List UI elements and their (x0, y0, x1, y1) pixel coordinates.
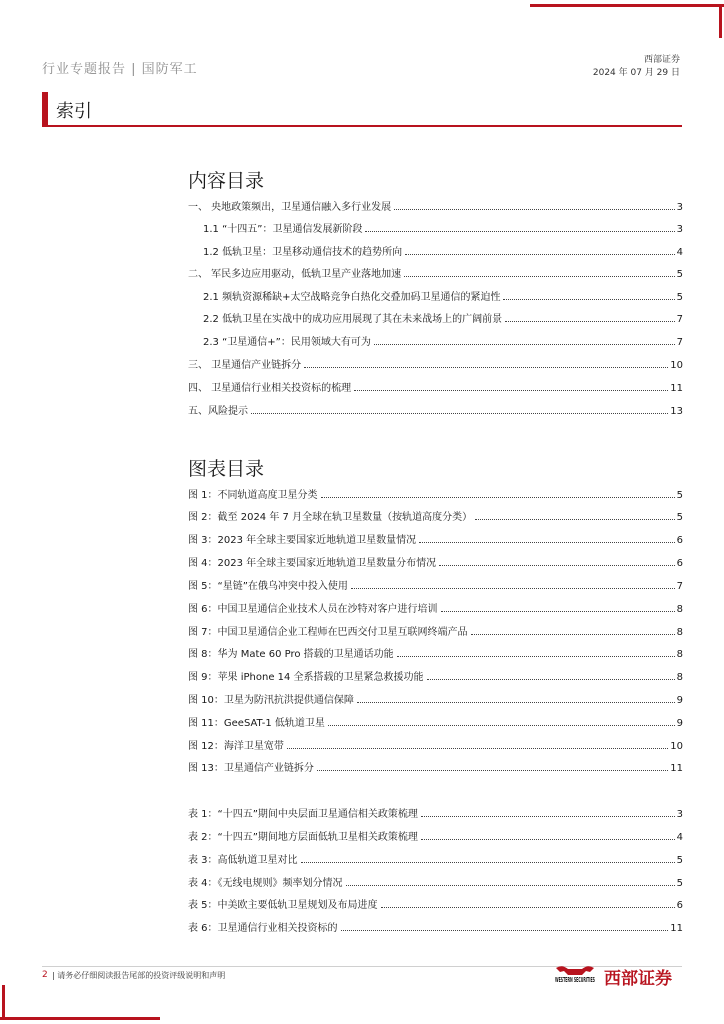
toc-entry[interactable] (188, 262, 683, 280)
header-brand: 西部证券 (643, 55, 680, 65)
toc-entry-label: 1.2 低轨卫星：卫星移动通信技术的趋势所向 (203, 247, 403, 258)
table-entry[interactable] (188, 825, 683, 843)
figure-entry[interactable] (188, 528, 683, 546)
table-entry-label: 表 1：“十四五”期间中央层面卫星通信相关政策梳理 (188, 809, 418, 820)
dot-leader (421, 815, 675, 817)
section-accent-bar (42, 92, 48, 126)
figure-entry-label: 图 4：2023 年全球主要国家近地轨道卫星数量分布情况 (188, 558, 437, 569)
toc-entry-label: 2.1 频轨资源稀缺+太空战略竞争白热化交叠加码卫星通信的紧迫性 (203, 292, 501, 303)
toc-entry-page: 3 (676, 202, 683, 213)
dot-leader (351, 587, 675, 589)
report-date: 2024 年 07 月 29 日 (592, 68, 680, 78)
dot-leader (394, 208, 674, 210)
toc-entry-label: 1.1 “十四五”：卫星通信发展新阶段 (203, 224, 363, 235)
toc-entry[interactable] (188, 399, 683, 417)
figure-entry-page: 8 (676, 649, 683, 660)
figure-entry-label: 图 8：华为 Mate 60 Pro 搭载的卫星通话功能 (188, 649, 394, 660)
toc-entry-page: 4 (676, 247, 683, 258)
toc-entry-label: 五、风险提示 (188, 406, 248, 417)
figure-entry-page: 7 (676, 581, 683, 592)
figure-entry-page: 11 (670, 763, 683, 774)
toc-heading: 内容目录 (188, 170, 265, 192)
figure-entry-label: 图 5：“星链”在俄乌冲突中投入使用 (188, 581, 348, 592)
dot-leader (419, 541, 674, 543)
figure-entry[interactable] (188, 574, 683, 592)
table-entry-label: 表 5：中美欧主要低轨卫星规划及布局进度 (188, 900, 378, 911)
corner-rule-bottom (0, 1017, 160, 1020)
table-entry-label: 表 2：“十四五”期间地方层面低轨卫星相关政策梳理 (188, 832, 418, 843)
figure-entry-page: 5 (676, 512, 683, 523)
logo-en-text: WESTERN SECURITIES (555, 976, 595, 984)
dot-leader (354, 389, 668, 391)
figure-entry-page: 8 (676, 672, 683, 683)
logo-cn-text: 西部证券 (604, 969, 672, 989)
table-entry-label: 表 6：卫星通信行业相关投资标的 (188, 923, 338, 934)
figure-entry[interactable] (188, 665, 683, 683)
figure-entry[interactable] (188, 711, 683, 729)
dot-leader (475, 518, 675, 520)
dot-leader (421, 838, 675, 840)
dot-leader (471, 633, 675, 635)
table-entry[interactable] (188, 848, 683, 866)
figure-entry-label: 图 9：苹果 iPhone 14 全系搭载的卫星紧急救援功能 (188, 672, 424, 683)
footer-page-number: 2 (42, 970, 48, 980)
toc-entry-label: 一、 央地政策频出，卫星通信融入多行业发展 (188, 202, 392, 213)
dot-leader (251, 412, 668, 414)
dot-leader (341, 929, 669, 931)
toc-entry-label: 二、 军民多边应用驱动，低轨卫星产业落地加速 (188, 269, 402, 280)
toc-entry[interactable] (188, 376, 683, 394)
figure-entry[interactable] (188, 756, 683, 774)
dot-leader (397, 655, 675, 657)
toc-entry-page: 7 (676, 337, 683, 348)
figure-entry[interactable] (188, 551, 683, 569)
dot-leader (427, 678, 675, 680)
toc-entry[interactable] (203, 330, 683, 348)
toc-entry[interactable] (203, 285, 683, 303)
toc-entry-label: 2.3 “卫星通信+”：民用领域大有可为 (203, 337, 371, 348)
table-entry-page: 5 (676, 878, 683, 889)
toc-entry[interactable] (188, 353, 683, 371)
dot-leader (321, 496, 675, 498)
figure-entry[interactable] (188, 483, 683, 501)
figure-entry[interactable] (188, 688, 683, 706)
dot-leader (304, 366, 668, 368)
report-category: 行业专题报告 | 国防军工 (42, 62, 198, 77)
figure-entry[interactable] (188, 734, 683, 752)
corner-rule-right (719, 4, 722, 38)
dot-leader (441, 610, 675, 612)
table-entry[interactable] (188, 802, 683, 820)
figure-entry-page: 10 (670, 741, 683, 752)
toc-entry-page: 11 (670, 383, 683, 394)
table-entry-page: 4 (676, 832, 683, 843)
dot-leader (404, 275, 674, 277)
figure-entry-label: 图 6：中国卫星通信企业技术人员在沙特对客户进行培训 (188, 604, 438, 615)
figure-entry-page: 8 (676, 604, 683, 615)
bull-logo-icon (552, 962, 598, 988)
table-entry-label: 表 3：高低轨道卫星对比 (188, 855, 298, 866)
figure-entry-label: 图 3：2023 年全球主要国家近地轨道卫星数量情况 (188, 535, 417, 546)
dot-leader (301, 861, 675, 863)
figure-entry[interactable] (188, 505, 683, 523)
dot-leader (357, 701, 675, 703)
toc-entry-label: 三、 卫星通信产业链拆分 (188, 360, 302, 371)
dot-leader (365, 230, 674, 232)
toc-entry-page: 5 (676, 292, 683, 303)
figure-entry-page: 8 (676, 627, 683, 638)
figure-entry-label: 图 2：截至 2024 年 7 月全球在轨卫星数量（按轨道高度分类） (188, 512, 473, 523)
figure-entry-label: 图 7：中国卫星通信企业工程师在巴西交付卫星互联网终端产品 (188, 627, 468, 638)
toc-entry[interactable] (203, 307, 683, 325)
figure-entry-page: 6 (676, 558, 683, 569)
table-entry[interactable] (188, 893, 683, 911)
dot-leader (503, 298, 674, 300)
table-entry-label: 表 4：《无线电规则》频率划分情况 (188, 878, 343, 889)
toc-entry[interactable] (203, 217, 683, 235)
table-entry-page: 5 (676, 855, 683, 866)
table-entry[interactable] (188, 916, 683, 934)
section-header (42, 92, 682, 126)
toc-entry[interactable] (188, 195, 683, 213)
table-entry-page: 3 (676, 809, 683, 820)
figure-entry-label: 图 10：卫星为防汛抗洪提供通信保障 (188, 695, 354, 706)
dot-leader (381, 906, 675, 908)
table-entry-page: 11 (670, 923, 683, 934)
dot-leader (287, 747, 668, 749)
toc-entry-label: 2.2 低轨卫星在实战中的成功应用展现了其在未来战场上的广阔前景 (203, 314, 503, 325)
dot-leader (405, 253, 675, 255)
footer-disclaimer: | 请务必仔细阅读报告尾部的投资评级说明和声明 (52, 971, 226, 980)
dot-leader (439, 564, 674, 566)
table-entry-page: 6 (676, 900, 683, 911)
corner-rule-left (2, 985, 5, 1020)
toc-entry-page: 10 (670, 360, 683, 371)
section-underline (42, 125, 682, 127)
section-title: 索引 (56, 101, 92, 122)
table-entry[interactable] (188, 871, 683, 889)
toc-entry-page: 3 (676, 224, 683, 235)
dot-leader (317, 769, 668, 771)
figure-entry-page: 9 (676, 718, 683, 729)
dot-leader (328, 724, 675, 726)
figure-entry-label: 图 1：不同轨道高度卫星分类 (188, 490, 318, 501)
dot-leader (346, 884, 675, 886)
figure-entry-page: 6 (676, 535, 683, 546)
figure-entry[interactable] (188, 597, 683, 615)
toc-entry[interactable] (203, 240, 683, 258)
toc-entry-page: 7 (676, 314, 683, 325)
toc-entry-page: 13 (670, 406, 683, 417)
corner-rule-top (530, 4, 724, 7)
dot-leader (374, 343, 675, 345)
figure-entry-label: 图 12：海洋卫星宽带 (188, 741, 284, 752)
figure-entry-page: 5 (676, 490, 683, 501)
toc-entry-page: 5 (676, 269, 683, 280)
company-logo (552, 960, 688, 990)
dot-leader (505, 320, 675, 322)
figure-entry-label: 图 11：GeeSAT-1 低轨道卫星 (188, 718, 325, 729)
figures-heading: 图表目录 (188, 458, 265, 480)
figure-entry[interactable] (188, 642, 683, 660)
toc-entry-label: 四、 卫星通信行业相关投资标的梳理 (188, 383, 352, 394)
figure-entry-label: 图 13：卫星通信产业链拆分 (188, 763, 314, 774)
figure-entry[interactable] (188, 620, 683, 638)
figure-entry-page: 9 (676, 695, 683, 706)
